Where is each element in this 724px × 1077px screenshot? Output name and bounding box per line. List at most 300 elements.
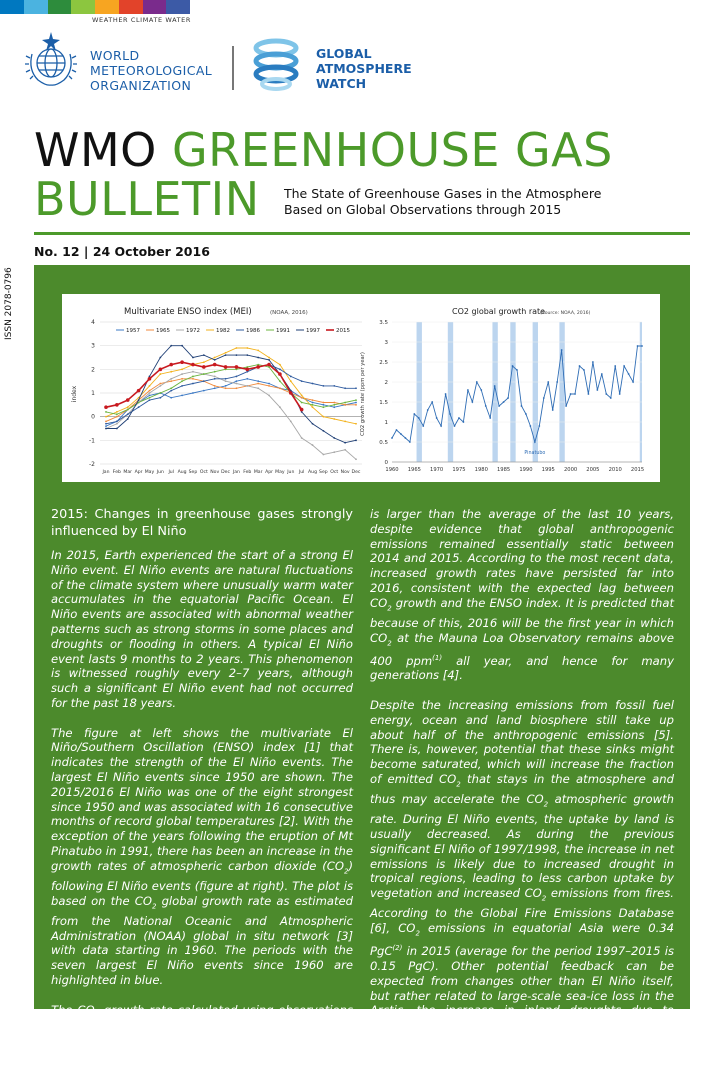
paragraph-2 [51,726,353,988]
enso-point-1965 [333,402,335,404]
title-ghg: GREENHOUSE GAS [172,123,613,177]
enso-point-1986 [279,368,281,370]
gaw-name [316,46,412,91]
enso-point-1982 [181,368,183,370]
title-bulletin: BULLETIN [34,172,260,226]
p4-text-a: is larger than the average of the last 10 years, despite evidence that global anthropogenic emissions remained essentially static between 2014 and 2015. According to the most recent data, increased growth rates have persisted far into 2016, consistent with the expected lag between CO [370,507,674,610]
enso-source: (NOAA, 2016) [270,310,308,316]
enso-point-1986 [127,413,129,415]
enso-point-1972 [236,383,238,385]
paragraph-1: In 2015, Earth experienced the start of a strong El Niño event. El Niño events are natural fluctuations of the climate system where unusually warm water accumulates in the equatorial Pacific Ocean. El Niño events are associated with abnormal weather patterns such as strong storms in some places and droughts or flooding in others. A typical El Niño event lasts 9 months to 2 years. This phenomenon is witnessed roughly every 2–7 years, although such a significant El Niño event had not occurred for the past 18 years. [51,548,353,710]
enso-xtick: Oct [199,470,208,475]
co2-point [538,425,540,427]
enso-point-1972 [257,387,259,389]
enso-point-1957 [214,387,216,389]
enso-xtick: Dec [351,470,361,475]
enso-ytick: 2 [91,366,95,374]
enso-point-1991 [181,380,183,382]
co2-point [556,381,558,383]
enso-point-1991 [322,406,324,408]
co2-point [623,365,625,367]
wmo-emblem-icon [20,30,82,92]
co2-point [516,369,518,371]
enso-point-2015 [169,363,173,367]
enso-point-1997 [116,428,118,430]
enso-xtick: Apr [265,470,274,475]
co2-point [494,385,496,387]
co2-elnino-band [559,322,564,462]
section-heading: 2015: Changes in greenhouse gases strongly influenced by El Niño [51,507,353,539]
enso-point-1986 [312,383,314,385]
enso-point-1997 [214,359,216,361]
enso-point-1957 [333,406,335,408]
org-line-2: METEOROLOGICAL [90,63,213,78]
enso-point-2015 [289,391,293,395]
stripe-4 [71,0,95,14]
p5-text-d: emissions from fires. According to the Global Fire Emissions Database [6], CO [370,886,674,936]
co2-point [534,441,536,443]
paragraph-4 [370,507,674,683]
co2-title: CO2 global growth rate [452,307,546,316]
enso-ytick: 0 [91,413,95,421]
enso-point-1972 [225,380,227,382]
co2-ytick: 0 [384,460,388,466]
enso-point-1982 [322,416,324,418]
co2-point [498,405,500,407]
co2-point [637,345,639,347]
org-name [90,48,212,93]
enso-point-1957 [246,378,248,380]
co2-elnino-band [492,322,497,462]
enso-point-1982 [159,373,161,375]
co2-point [404,437,406,439]
co2-point [467,389,469,391]
enso-point-1965 [279,387,281,389]
co2-point [632,381,634,383]
enso-point-1997 [344,442,346,444]
enso-point-1957 [312,402,314,404]
co2-ytick: 1 [384,420,388,426]
enso-point-1982 [268,357,270,359]
org-line-1: WORLD [90,48,140,63]
enso-point-1997 [333,437,335,439]
enso-point-1986 [355,387,357,389]
color-stripe [0,0,190,14]
enso-point-1986 [203,380,205,382]
enso-point-1997 [159,357,161,359]
p2-sub-2: 2 [152,901,157,910]
co2-ytick: 3.5 [379,320,388,326]
enso-point-1957 [192,392,194,394]
gaw-logo-icon [246,34,306,94]
org-line-3: ORGANIZATION [90,78,192,93]
enso-point-2015 [104,405,108,409]
enso-ytick: 1 [91,390,95,397]
gaw-line-2: ATMOSPHERE [316,61,412,76]
enso-point-1986 [301,380,303,382]
co2-point [449,413,451,415]
enso-point-1986 [344,387,346,389]
enso-point-1997 [225,354,227,356]
co2-point [570,393,572,395]
enso-point-1986 [138,406,140,408]
enso-point-1972 [170,378,172,380]
article-left-column [51,506,353,1067]
issn: ISSN 2078-0796 [4,267,14,340]
enso-point-1965 [225,387,227,389]
enso-point-1991 [192,376,194,378]
enso-point-1972 [159,385,161,387]
enso-xtick: Mar [123,470,133,475]
enso-point-1972 [290,421,292,423]
enso-point-1991 [344,402,346,404]
co2-point [400,433,402,435]
enso-point-1982 [355,423,357,425]
stripe-3 [48,0,72,14]
enso-xtick: Sep [319,470,328,475]
enso-point-1997 [322,430,324,432]
enso-point-1965 [322,402,324,404]
enso-point-1972 [268,394,270,396]
stripe-6 [119,0,143,14]
co2-ytick: 2.5 [379,360,388,366]
enso-point-1965 [312,399,314,401]
enso-point-1965 [116,416,118,418]
co2-xtick: 2010 [608,467,622,473]
enso-point-1982 [127,406,129,408]
enso-point-2015 [267,363,271,367]
enso-point-1965 [236,387,238,389]
enso-point-1957 [268,383,270,385]
enso-point-1972 [301,437,303,439]
p3-text-a: The CO [51,1002,95,1017]
p3-text-b: growth rate calculated using observations from the WMO Global Atmosphere Watch (GAW) Programme [51,1002,353,1052]
co2-point [445,393,447,395]
co2-point [543,397,545,399]
co2-point [529,425,531,427]
enso-point-1957 [257,380,259,382]
enso-legend-label: 1972 [186,328,200,334]
enso-xtick: Feb [243,470,252,475]
enso-point-1972 [181,373,183,375]
enso-point-2015 [191,363,195,367]
co2-point [628,373,630,375]
enso-point-1965 [301,397,303,399]
title-rule [34,232,690,235]
co2-point [601,373,603,375]
enso-series-line-1986 [106,365,356,424]
enso-point-1986 [236,376,238,378]
enso-point-1982 [333,418,335,420]
enso-point-1991 [116,413,118,415]
enso-point-1957 [225,385,227,387]
p4-sub-1: 2 [387,604,392,613]
enso-legend-label: 1982 [216,328,230,334]
enso-series-line-1997 [106,346,356,443]
enso-point-1991 [149,397,151,399]
p5-text-a: Despite the increasing emissions from fossil fuel energy, ocean and land biosphere still take up about half of the anthropogenic emissions [5]. There is, however, potential that these sinks might become saturated, which will increase the fraction of emitted CO [370,698,674,787]
enso-point-1997 [355,439,357,441]
co2-point [552,409,554,411]
enso-point-1982 [236,347,238,349]
co2-point [418,417,420,419]
enso-point-1972 [214,376,216,378]
enso-xtick: Aug [177,470,187,475]
co2-xtick: 1970 [430,467,444,473]
enso-point-1972 [279,406,281,408]
co2-xtick: 1990 [519,467,533,473]
issue-number: No. 12 | 24 October 2016 [34,244,210,259]
enso-point-1991 [279,380,281,382]
enso-xtick: Jan [102,470,110,475]
gaw-line-3: WATCH [316,76,367,91]
p5-sub-1: 2 [456,780,461,789]
p4-sub-2: 2 [387,639,392,647]
enso-xtick: Jun [156,470,164,475]
co2-point [463,421,465,423]
co2-point [583,369,585,371]
enso-point-1986 [192,383,194,385]
paragraph-5 [370,698,674,1062]
p2-sub-1: 2 [344,867,349,876]
enso-point-2015 [202,365,206,369]
co2-ytick: 2 [384,380,388,386]
enso-point-1965 [257,383,259,385]
enso-point-2015 [180,360,184,364]
enso-point-1982 [225,352,227,354]
enso-title: Multivariate ENSO index (MEI) [124,307,252,317]
enso-point-1982 [257,350,259,352]
co2-xtick: 1995 [541,467,555,473]
enso-point-2015 [137,389,141,393]
enso-point-1986 [116,421,118,423]
p4-footnote-1: (1) [432,653,443,662]
enso-xtick: Aug [308,470,318,475]
enso-point-2015 [235,365,239,369]
enso-point-1991 [105,411,107,413]
co2-annotation: Pinatubo [524,451,546,456]
co2-xtick: 2000 [563,467,578,473]
enso-point-1972 [312,444,314,446]
co2-xtick: 1985 [497,467,511,473]
enso-point-1957 [355,402,357,404]
enso-point-1986 [225,378,227,380]
enso-xtick: Sep [188,470,198,475]
co2-point [436,417,438,419]
enso-point-2015 [278,372,282,376]
enso-point-1991 [127,409,129,411]
co2-point [641,345,643,347]
co2-point [409,441,411,443]
enso-legend-label: 1957 [126,328,140,334]
stripe-8 [166,0,190,14]
enso-point-1982 [246,347,248,349]
co2-point [396,429,398,431]
enso-point-1997 [236,354,238,356]
co2-point [431,401,433,403]
enso-xtick: Jan [232,470,240,475]
co2-ytick: 3 [384,340,388,346]
p5-text-c: atmospheric growth rate. During El Niño events, the uptake by land is usually decreased. As during the previous significant El Niño of 1997/1998, the increase in net emissions is likely due to increased drought in tropical regions, leading to less carbon uptake by vegetation and increased CO [370,792,675,901]
p4-text-c: at the Mauna Loa Observatory remains above 400 ppm [370,630,674,668]
enso-point-1965 [344,404,346,406]
enso-legend-label: 2015 [336,328,350,334]
stripe-7 [143,0,167,14]
enso-point-1982 [290,380,292,382]
stripe-5 [95,0,119,14]
enso-point-1982 [149,385,151,387]
enso-point-1957 [322,404,324,406]
enso-xtick: Dec [221,470,231,475]
enso-ytick: 3 [91,342,95,350]
co2-point [592,361,594,363]
co2-point [503,401,505,403]
co2-elnino-band [640,322,642,462]
co2-ytick: 1.5 [379,400,388,406]
subtitle [284,186,601,218]
enso-point-1997 [181,345,183,347]
p3-sub-1: 2 [94,1010,100,1019]
enso-point-1957 [236,380,238,382]
enso-point-1965 [268,385,270,387]
co2-point [454,425,456,427]
co2-elnino-band [448,322,453,462]
enso-point-1972 [333,451,335,453]
co2-point [610,397,612,399]
enso-xtick: May [144,470,155,475]
co2-elnino-band [510,322,515,462]
enso-point-2015 [159,368,163,372]
enso-point-1997 [246,354,248,356]
co2-elnino-band [417,322,422,462]
enso-ytick: 4 [91,319,95,326]
enso-point-1991 [203,373,205,375]
co2-point [525,413,527,415]
enso-legend-label: 1986 [246,328,260,334]
enso-point-2015 [148,377,152,381]
enso-point-1957 [170,397,172,399]
co2-point [422,425,424,427]
enso-point-1986 [159,397,161,399]
co2-point [507,397,509,399]
co2-xtick: 1965 [407,467,421,473]
enso-legend-label: 1991 [276,328,290,334]
enso-point-1991 [170,387,172,389]
enso-point-1965 [214,385,216,387]
title-wmo: WMO [34,123,157,177]
co2-xtick: 2015 [630,467,645,473]
enso-point-1972 [355,458,357,460]
enso-legend-label: 1965 [156,328,170,334]
p5-sub-4: 2 [415,929,420,938]
co2-point [512,365,514,367]
co2-ylabel: CO2 growth rate (ppm per year) [360,352,366,436]
article-right-column [370,507,674,1077]
enso-ytick: -1 [89,437,95,445]
enso-point-1972 [246,385,248,387]
enso-point-1972 [116,423,118,425]
enso-point-1997 [257,357,259,359]
co2-point [561,349,563,351]
co2-ytick: 0.5 [379,440,388,446]
enso-point-1986 [170,390,172,392]
p2-text-b: ) following El Niño events (figure at right). The plot is based on the CO [51,858,353,908]
figure-charts [62,294,660,482]
enso-point-2015 [246,368,250,372]
enso-xtick: Nov [210,470,220,475]
enso-point-1982 [344,421,346,423]
enso-point-1982 [279,364,281,366]
co2-xtick: 1980 [474,467,488,473]
co2-point [574,393,576,395]
co2-point [440,425,442,427]
p5-text-f: in 2015 (average for the period 1997–2015 is 0.15 PgC). Other potential feedback can be expected from changes other than El Niño itself, but rather related to large-scale sea-ice loss in the Arctic, the increase in inland droughts due to warming [7], permafrost melting and changes in the thermohaline ocean circulation of which El Niño is in fact a minor modulator. [370,944,674,1062]
subtitle-line-2: Based on Global Observations through 2015 [284,202,562,217]
enso-point-1965 [181,378,183,380]
enso-xtick: Nov [340,470,350,475]
co2-point [489,417,491,419]
stripe-1 [0,0,24,14]
enso-point-1997 [105,428,107,430]
enso-point-1991 [301,402,303,404]
enso-point-1972 [192,371,194,373]
co2-point [565,405,567,407]
enso-xtick: Jul [168,470,174,475]
co2-point [458,417,460,419]
stripe-2 [24,0,48,14]
enso-point-1965 [170,380,172,382]
enso-point-1972 [149,392,151,394]
enso-point-1997 [170,345,172,347]
tagline: WEATHER CLIMATE WATER [92,16,192,24]
enso-point-1991 [214,371,216,373]
co2-point [480,389,482,391]
bulletin-title [34,124,613,176]
p5-text-b: that stays in the atmosphere and thus may accelerate the CO [370,772,674,807]
enso-point-2015 [126,398,130,402]
logo-divider [232,46,234,90]
co2-point [579,365,581,367]
gaw-line-1: GLOBAL [316,46,372,61]
co2-point [619,393,621,395]
enso-point-1957 [203,390,205,392]
co2-point [547,381,549,383]
co2-point [521,405,523,407]
co2-point [614,365,616,367]
co2-point [391,437,393,439]
enso-point-1997 [203,354,205,356]
enso-point-1957 [149,394,151,396]
enso-point-1986 [322,385,324,387]
enso-xtick: Jun [287,470,295,475]
paragraph-3 [51,1003,353,1053]
enso-point-1965 [355,404,357,406]
enso-point-2015 [213,363,217,367]
co2-source: (Source: NOAA, 2016) [540,311,591,316]
co2-xtick: 2005 [586,467,600,473]
enso-point-2015 [300,408,304,412]
enso-point-1997 [192,357,194,359]
enso-point-1986 [290,376,292,378]
co2-point [588,393,590,395]
enso-point-1986 [214,378,216,380]
enso-point-1982 [116,411,118,413]
subtitle-line-1: The State of Greenhouse Gases in the Atmosphere [284,186,602,201]
p4-text-b: growth and the ENSO index. It is predicted that because of this, 2016 will be the first year in which CO [370,595,674,645]
enso-point-1986 [149,399,151,401]
enso-point-1991 [312,404,314,406]
enso-point-2015 [256,365,260,369]
